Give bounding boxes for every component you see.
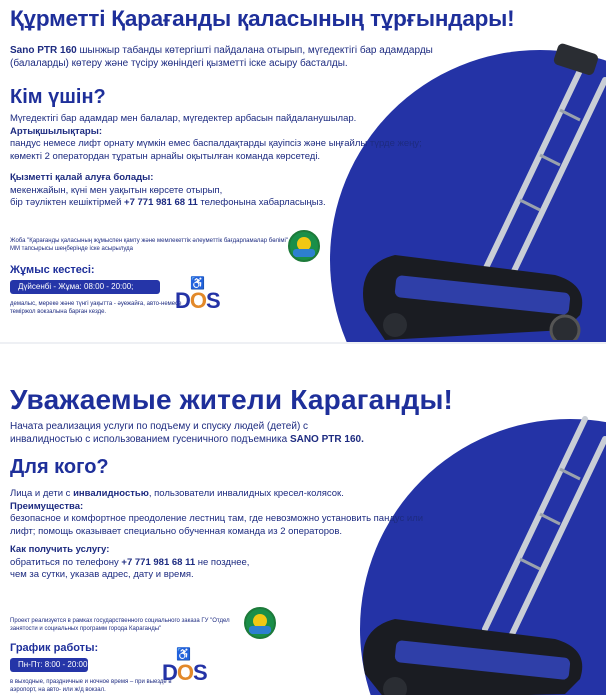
- wheelchair-icon: ♿: [176, 647, 191, 661]
- emblem-icon: [288, 230, 320, 262]
- schedule-heading: График работы:: [10, 642, 99, 654]
- advantages-heading: Преимущества:: [10, 500, 84, 512]
- for-whom-heading: Кім үшін?: [10, 86, 106, 108]
- phone-number[interactable]: +7 771 981 68 11: [124, 197, 198, 208]
- body-section: [10, 488, 430, 582]
- poster-title: Уважаемые жители Караганды!: [10, 384, 454, 415]
- for-whom-text: Мүгедектігі бар адамдар мен балалар, мүгедектер арбасын пайдаланушылар.: [10, 113, 357, 124]
- intro-body: шынжыр табанды көтергішті пайдалана отырып, мүгедектігі бар адамдарды (балаларды) көтеру және түсіру жөніндегі қызметті іске асыру басталды.: [10, 45, 433, 69]
- poster-russian: [0, 344, 606, 695]
- for-whom-text: Лица и дети с инвалидностью, пользователи инвалидных кресел-колясок.: [10, 488, 344, 499]
- schedule-note: в выходные, праздничные и ночное время – при выезде в аэропорт, на авто- или ж/д вокзал.: [10, 679, 172, 693]
- phone-number[interactable]: +7 771 981 68 11: [121, 556, 196, 568]
- poster-kazakh: [0, 0, 606, 344]
- product-name: Sano PTR 160: [10, 45, 77, 56]
- dos-logo: DOS: [175, 288, 220, 313]
- project-note: Проект реализуется в рамках государственного социального заказа ГУ "Отдел занятости и социальных программ города Караганды": [10, 618, 230, 632]
- wheelchair-icon: ♿: [190, 276, 205, 290]
- advantages-text: безопасное и комфортное преодоление лестниц там, где невозможно установить пандус или лифт; помощь оказывает специально обученная команда из 2 операторов.: [10, 513, 424, 537]
- product-name: SANO PTR 160.: [289, 434, 364, 445]
- for-whom-heading: Для кого?: [10, 456, 109, 478]
- schedule-note: демалыс, мереке және түнгі уақытта - әуежайға, авто-немесе теміржол вокзалына барған кезде.: [10, 301, 182, 315]
- how-line-2: чем за сутки, указав адрес, дату и время.: [10, 569, 194, 580]
- how-line-1: обратиться по телефону +7 771 981 68 11 не позднее,: [10, 556, 250, 568]
- schedule-heading: Жұмыс кестесі:: [10, 264, 95, 276]
- dos-logo: DOS: [162, 660, 207, 685]
- advantages-heading: Артықшылықтары:: [10, 125, 103, 137]
- intro-text: [10, 420, 370, 446]
- intro-text: [10, 44, 460, 70]
- body-section: [10, 113, 440, 210]
- schedule-badge: Пн-Пт: 8:00 - 20:00: [10, 658, 88, 672]
- emblem-icon: [244, 607, 276, 639]
- project-note: Жоба "Қарағанды қаласының жұмыспен қамту және мемлекеттік әлеуметтік бағдарламалар бөлімі" ММ тапсырысы шеңберінде іске асырылуда: [10, 238, 288, 252]
- advantages-text: пандус немесе лифт орнату мүмкін емес баспалдақтарды қауіпсіз және ыңғайлы түрде жеңу; көмекті 2 оператордан тұратын арнайы оқытылған команда көрсетеді.: [10, 138, 422, 162]
- how-heading: Как получить услугу:: [10, 544, 110, 555]
- how-line-2: бір тәуліктен кешіктірмей +7 771 981 68 11 телефонына хабарласыңыз.: [10, 197, 326, 208]
- intro-body: Начата реализация услуги по подъему и спуску людей (детей) с инвалидностью с использованием гусеничного подъемника: [10, 421, 309, 445]
- poster-title: Құрметті Қарағанды қаласының тұрғындары!: [10, 6, 515, 31]
- how-line-1: мекенжайын, күні мен уақытын көрсете отырып,: [10, 184, 223, 196]
- schedule-badge: Дүйсенбі - Жұма: 08:00 - 20:00;: [10, 280, 160, 294]
- how-heading: Қызметті қалай алуға болады:: [10, 172, 154, 183]
